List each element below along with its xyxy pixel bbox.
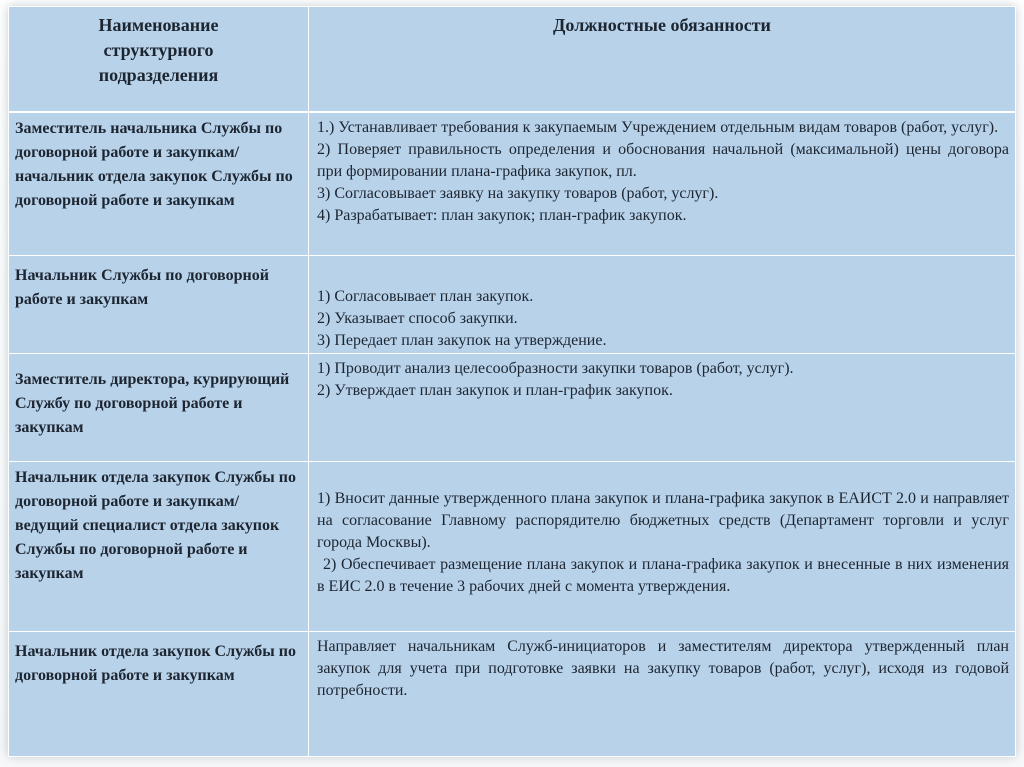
- duties-table-container: [8, 6, 1016, 756]
- duty-item: 2) Указывает способ закупки.: [317, 310, 518, 327]
- duty-item: Направляет начальникам Служб-инициаторов и заместителям директора утвержденный план закупок для учета при подготовке заявки на закупку товаров (работ, услуг), исходя из годовой потребности.: [317, 638, 1009, 699]
- table-row: [9, 112, 1016, 256]
- unit-name-cell: Начальник отдела закупок Службы по договорной работе и закупкам: [9, 632, 309, 757]
- duty-item: 3) Согласовывает заявку на закупку товаров (работ, услуг).: [317, 184, 719, 202]
- table-row: [9, 632, 1016, 757]
- unit-name-cell: Заместитель директора, курирующий Службу по договорной работе и закупкам: [9, 354, 309, 462]
- header-unit-name: Наименование структурного подразделения: [9, 7, 309, 112]
- duty-item: 1) Вносит данные утвержденного плана закупок и плана-графика закупок в ЕАИСТ 2.0 и направляет на согласование Главному распорядителю бюджетных средств (Департамент торговли и услуг города Москвы).: [317, 490, 1009, 551]
- duty-item: 4) Разрабатывает: план закупок; план-график закупок.: [317, 206, 687, 224]
- duties-cell: [309, 462, 1016, 632]
- unit-name-cell: Начальник отдела закупок Службы по договорной работе и закупкам/ведущий специалист отдела закупок Службы по договорной работе и закупкам: [9, 462, 309, 632]
- duty-item: 1) Согласовывает план закупок.: [317, 288, 534, 305]
- table-row: [9, 256, 1016, 354]
- duty-item: 2) Утверждает план закупок и план-график закупок.: [317, 382, 673, 399]
- table-header-row: [9, 7, 1016, 112]
- unit-name-cell: Заместитель начальника Службы по договорной работе и закупкам/начальник отдела закупок Службы по договорной работе и закупкам: [9, 112, 309, 256]
- duties-cell: [309, 632, 1016, 757]
- header-duties: Должностные обязанности: [309, 7, 1016, 112]
- duties-table: [8, 6, 1016, 757]
- unit-name-cell: Начальник Службы по договорной работе и закупкам: [9, 256, 309, 354]
- table-row: [9, 462, 1016, 632]
- duty-item: 1.) Устанавливает требования к закупаемым Учреждением отдельным видам товаров (работ, услуг).: [317, 118, 999, 136]
- duties-cell: [309, 112, 1016, 256]
- duties-cell: [309, 354, 1016, 462]
- duty-item: 2) Обеспечивает размещение плана закупок и плана-графика закупок и внесенные в них изменения в ЕИС 2.0 в течение 3 рабочих дней с момента утверждения.: [317, 556, 1009, 595]
- duty-item: 2) Поверяет правильность определения и обоснования начальной (максимальной) цены договора при формировании плана-графика закупок, пл.: [317, 140, 1009, 180]
- duties-cell: [309, 256, 1016, 354]
- duty-item: 3) Передает план закупок на утверждение.: [317, 332, 607, 349]
- duty-item: 1) Проводит анализ целесообразности закупки товаров (работ, услуг).: [317, 360, 794, 377]
- table-row: [9, 354, 1016, 462]
